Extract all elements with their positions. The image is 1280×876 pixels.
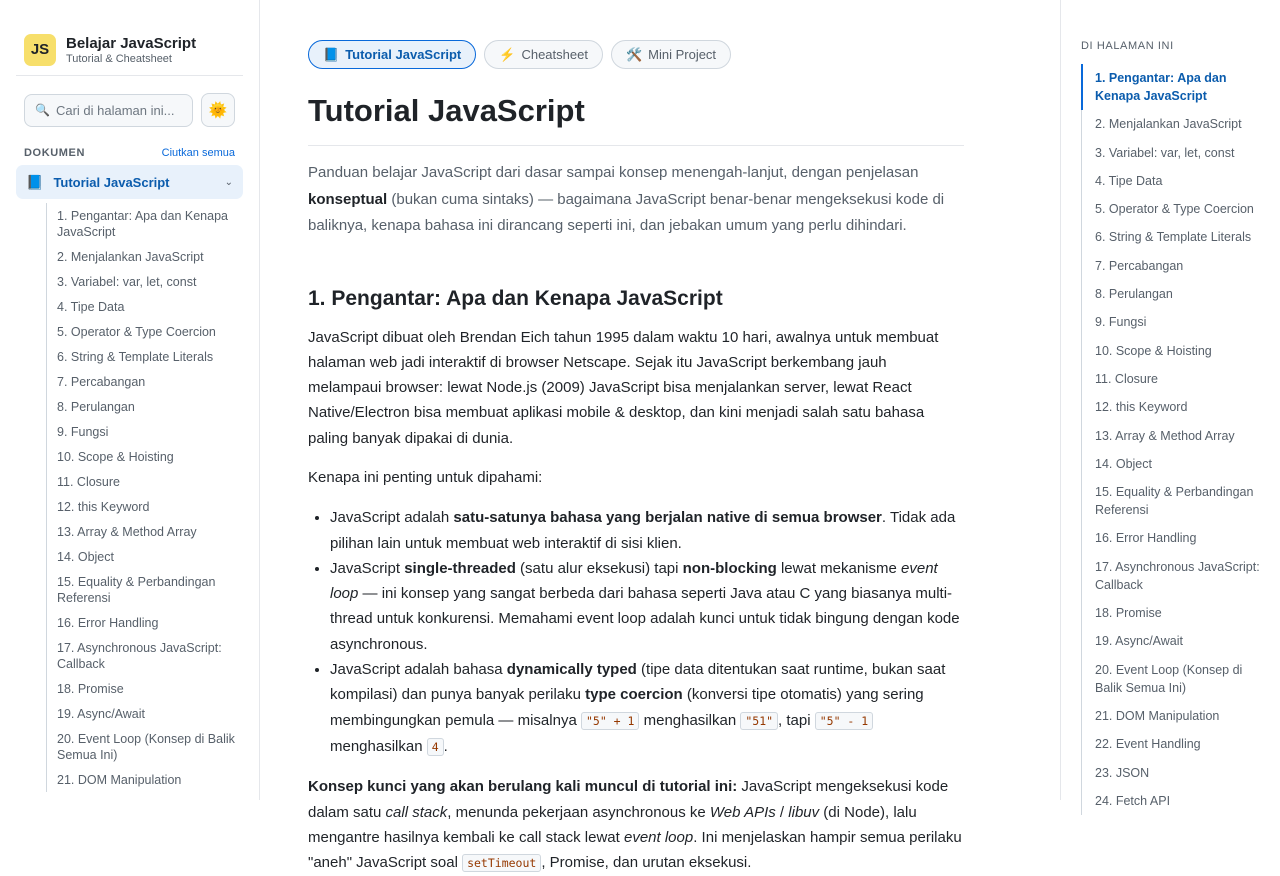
section-heading: 1. Pengantar: Apa dan Kenapa JavaScript	[308, 286, 723, 310]
paragraph: Kenapa ini penting untuk dipahami:	[308, 468, 543, 486]
tab-label: Mini Project	[648, 47, 717, 62]
chevron-down-icon[interactable]: ⌄	[224, 176, 233, 188]
inline-code: 4	[427, 738, 444, 756]
sidebar-doc-item[interactable]: 3. Variabel: var, let, const	[57, 274, 197, 289]
brand-logo: JS	[24, 34, 56, 66]
sidebar-doc-list	[46, 203, 259, 792]
inline-code: "5" - 1	[815, 712, 873, 730]
sidebar-doc-item[interactable]: 11. Closure	[57, 474, 120, 489]
brand-text	[66, 35, 196, 65]
page-title: Tutorial JavaScript	[308, 93, 964, 146]
sidebar-doc-item[interactable]: 6. String & Template Literals	[57, 349, 214, 364]
toc-item[interactable]: 23. JSON	[1095, 765, 1150, 780]
search-box[interactable]	[24, 94, 193, 127]
toc-item[interactable]: 11. Closure	[1095, 371, 1158, 386]
search-input[interactable]	[56, 103, 186, 118]
toc-item[interactable]: 7. Percabangan	[1095, 258, 1184, 273]
inline-code: setTimeout	[462, 854, 541, 872]
sidebar-doc-item[interactable]: 14. Object	[57, 549, 114, 564]
toc-item[interactable]: 14. Object	[1095, 456, 1152, 471]
sidebar-doc-item[interactable]: 18. Promise	[57, 681, 124, 696]
sidebar-doc-item[interactable]: 16. Error Handling	[57, 615, 159, 630]
bullet-list	[308, 505, 964, 760]
collapse-all-link[interactable]: Ciutkan semua	[161, 147, 235, 159]
search-icon: 🔍	[35, 103, 50, 117]
toc-item[interactable]: 10. Scope & Hoisting	[1095, 343, 1212, 358]
toc-item[interactable]: 22. Event Handling	[1095, 737, 1201, 752]
sidebar-doc-item[interactable]: 19. Async/Await	[57, 706, 146, 721]
sidebar-doc-item[interactable]: 12. this Keyword	[57, 499, 150, 514]
sidebar-doc-item[interactable]: 20. Event Loop (Konsep di Balik Semua Ini)	[57, 731, 235, 762]
sun-icon: 🌞	[208, 102, 228, 119]
brand[interactable]	[16, 0, 243, 76]
brand-subtitle: Tutorial & Cheatsheet	[66, 52, 172, 65]
toc-title: DI HALAMAN INI	[1081, 40, 1174, 52]
toc-item[interactable]: 16. Error Handling	[1095, 531, 1197, 546]
toc-item[interactable]: 5. Operator & Type Coercion	[1095, 202, 1254, 217]
page-intro: Panduan belajar JavaScript dari dasar sampai konsep menengah-lanjut, dengan penjelasan konseptual (bukan cuma sintaks) — bagaimana JavaScript benar-benar mengeksekusi kode di baliknya, kenapa bahasa ini dirancang seperti ini, dan jebakan umum yang perlu dihindari.	[308, 164, 945, 234]
toc-list	[1081, 64, 1280, 815]
toc-item[interactable]: 8. Perulangan	[1095, 287, 1173, 302]
toc-item[interactable]: 24. Fetch API	[1095, 793, 1171, 808]
inline-code: "5" + 1	[581, 712, 639, 730]
sidebar-item-tutorial-javascript[interactable]	[16, 165, 243, 199]
tab-mini-project[interactable]	[611, 40, 731, 69]
sidebar-doc-item[interactable]: 1. Pengantar: Apa dan Kenapa JavaScript	[57, 208, 228, 239]
sidebar-doc-item[interactable]: 21. DOM Manipulation	[57, 772, 182, 787]
sidebar-doc-item[interactable]: 4. Tipe Data	[57, 299, 125, 314]
paragraph: JavaScript dibuat oleh Brendan Eich tahun 1995 dalam waktu 10 hari, awalnya untuk membuat halaman web jadi interaktif di browser Netscape. Sejak itu JavaScript berkembang jauh melampaui browser: lewat Node.js (2009) JavaScript bisa menjalankan server, lewat React Native/Electron bisa membuat aplikasi mobile & desktop, dan kini menjadi salah satu bahasa paling banyak dipakai di dunia.	[308, 328, 939, 447]
tab-icon: ⚡	[499, 46, 516, 62]
list-item: • JavaScript adalah bahasa dynamically typed (tipe data ditentukan saat runtime, bukan saat kompilasi) dan punya banyak perilaku type coercion (konversi tipe otomatis) yang sering membingungkan pemula — misalnya "5" + 1 menghasilkan "51" , tapi "5" - 1 menghasilkan 4 .	[330, 657, 964, 760]
toc-item[interactable]: 2. Menjalankan JavaScript	[1095, 117, 1242, 132]
toc-item[interactable]: 19. Async/Await	[1095, 634, 1184, 649]
inline-code: "51"	[740, 712, 778, 730]
toc-item[interactable]: 20. Event Loop (Konsep di Balik Semua Ini)	[1095, 662, 1243, 695]
toc-item[interactable]: 15. Equality & Perbandingan Referensi	[1095, 485, 1254, 518]
sidebar-doc-item[interactable]: 2. Menjalankan JavaScript	[57, 249, 204, 264]
brand-title: Belajar JavaScript	[66, 34, 197, 52]
tab-icon: 🛠️	[625, 46, 643, 62]
paragraph: Konsep kunci yang akan berulang kali muncul di tutorial ini: JavaScript mengeksekusi kode dalam satu call stack, menunda pekerjaan asynchronous ke Web APIs / libuv (di Node), lalu mengantre hasilnya kembali ke call stack lewat event loop. Ini menjelaskan hampir semua perilaku "aneh" JavaScript soal setTimeout , Promise, dan urutan eksekusi.	[308, 778, 962, 872]
sidebar-doc-item[interactable]: 15. Equality & Perbandingan Referensi	[57, 574, 216, 605]
toc-item[interactable]: 6. String & Template Literals	[1095, 230, 1252, 245]
theme-toggle-button[interactable]	[201, 93, 235, 127]
sidebar	[0, 0, 260, 800]
toc-item[interactable]: 21. DOM Manipulation	[1095, 708, 1220, 723]
list-item: • JavaScript adalah satu-satunya bahasa yang berjalan native di semua browser. Tidak ada pilihan lain untuk membuat web interaktif di sisi klien.	[330, 505, 964, 556]
tab-label: Tutorial JavaScript	[345, 47, 462, 62]
tab-tutorial-javascript[interactable]	[308, 40, 476, 69]
sidebar-doc-item[interactable]: 13. Array & Method Array	[57, 524, 197, 539]
sidebar-doc-item[interactable]: 5. Operator & Type Coercion	[57, 324, 216, 339]
toc-item[interactable]: 4. Tipe Data	[1095, 173, 1163, 188]
doc-section-label: DOKUMEN	[24, 147, 86, 159]
toc-item[interactable]: 1. Pengantar: Apa dan Kenapa JavaScript	[1081, 64, 1280, 110]
tab-icon: 📘	[323, 46, 340, 62]
main-content	[260, 0, 1060, 872]
sidebar-doc-item[interactable]: 9. Fungsi	[57, 424, 109, 439]
sidebar-root-label: Tutorial JavaScript	[53, 174, 170, 190]
toc-item[interactable]: 17. Asynchronous JavaScript: Callback	[1095, 559, 1260, 592]
toc-item[interactable]: 12. this Keyword	[1095, 400, 1188, 415]
table-of-contents	[1060, 0, 1280, 808]
sidebar-doc-item[interactable]: 8. Perulangan	[57, 399, 135, 414]
toc-item[interactable]: 3. Variabel: var, let, const	[1095, 145, 1235, 160]
doc-section-header	[0, 147, 259, 159]
tab-cheatsheet[interactable]	[484, 40, 603, 69]
book-icon: 📘	[26, 173, 44, 190]
sidebar-doc-item[interactable]: 17. Asynchronous JavaScript: Callback	[57, 640, 222, 671]
toc-item[interactable]: 13. Array & Method Array	[1095, 428, 1235, 443]
tab-label: Cheatsheet	[521, 47, 588, 62]
search-row	[0, 93, 259, 127]
list-item: • JavaScript single-threaded (satu alur eksekusi) tapi non-blocking lewat mekanisme event loop — ini konsep yang sangat berbeda dari bahasa seperti Java atau C yang biasanya multi-thread untuk konkurensi. Memahami event loop adalah kunci untuk tidak bingung dengan kode asynchronous.	[330, 556, 964, 657]
toc-item[interactable]: 18. Promise	[1095, 606, 1162, 621]
toc-item[interactable]: 9. Fungsi	[1095, 315, 1147, 330]
sidebar-doc-item[interactable]: 7. Percabangan	[57, 374, 146, 389]
tab-bar	[308, 40, 964, 69]
sidebar-doc-item[interactable]: 10. Scope & Hoisting	[57, 449, 174, 464]
